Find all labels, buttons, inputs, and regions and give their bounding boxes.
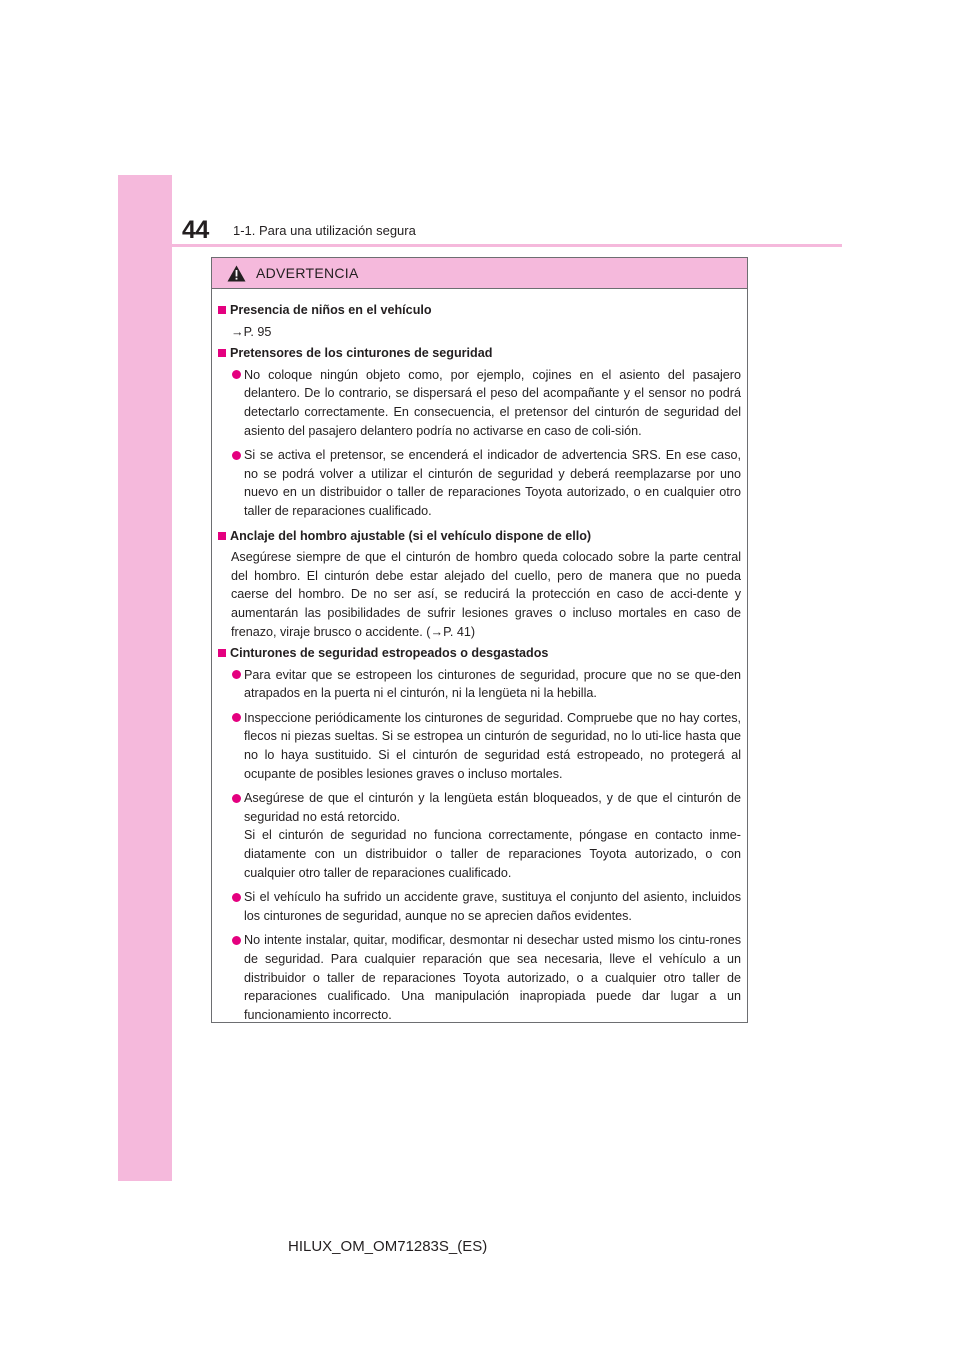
square-bullet-icon (218, 649, 226, 657)
list-item (218, 666, 741, 703)
side-tab-bar (118, 175, 172, 1181)
section-title: 1-1. Para una utilización segura (233, 223, 416, 238)
bullet-text: Para evitar que se estropeen los cinturones de seguridad, procure que no se que-den atrapados en la puerta ni el cinturón, ni la lengüeta ni la hebilla. (244, 667, 741, 701)
circle-bullet-icon (232, 451, 241, 460)
list-item (218, 446, 741, 520)
bullet-text: Asegúrese de que el cinturón y la lengüeta están bloqueados, y de que el cinturón de seguridad no está retorcido. (244, 791, 741, 824)
circle-bullet-icon (232, 893, 241, 902)
heading-text: Pretensores de los cinturones de seguridad (230, 346, 493, 361)
circle-bullet-icon (232, 370, 241, 379)
warning-header (212, 258, 747, 289)
section-heading (218, 527, 741, 546)
section-heading (218, 644, 741, 663)
square-bullet-icon (218, 532, 226, 540)
page-reference: →P. 95 (231, 324, 272, 339)
bullet-text: Si el vehículo ha sufrido un accidente grave, sustituya el conjunto del asiento, incluidos los cinturones de seguridad, aunque no se aprecien daños evidentes. (244, 890, 741, 923)
bullet-text: No coloque ningún objeto como, por ejemplo, cojines en el asiento del pasajero delantero. De lo contrario, se dispersará el peso del acompañante y el sensor no podrá detectarlo correctamente. En consecuencia, el pretensor del cinturón de seguridad del asiento del pasajero delantero podría no activarse en caso de coli-sión. (244, 367, 741, 438)
document-code: HILUX_OM_OM71283S_(ES) (288, 1238, 488, 1255)
square-bullet-icon (218, 306, 226, 314)
circle-bullet-icon (232, 794, 241, 803)
list-item (218, 789, 741, 882)
warning-title: ADVERTENCIA (256, 265, 359, 281)
heading-text: Presencia de niños en el vehículo (230, 303, 432, 317)
warning-body (212, 289, 747, 1024)
list-item (218, 366, 741, 440)
bullet-text: Inspeccione periódicamente los cinturones de seguridad. Compruebe que no hay cortes, flecos ni piezas sueltas. Si se estropea un cinturón de seguridad, no lo uti-lice hasta que no lo haya sustituido. Si el cinturón de seguridad está estropeado, no protegerá al ocupante de posibles lesiones graves o incluso mortales. (244, 710, 741, 781)
heading-text: Anclaje del hombro ajustable (si el vehículo dispone de ello) (230, 528, 592, 543)
circle-bullet-icon (232, 713, 241, 722)
header-divider (172, 244, 842, 247)
paragraph: Asegúrese siempre de que el cinturón de hombro queda colocado sobre la parte central del hombro. El cinturón debe estar alejado del cuello, pero de manera que no pueda caerse del hombro. De no ser así, se reducirá la protección en caso de acci-dente y aumentarán las posibilidades de sufrir lesiones graves o incluso mortales en caso de frenazo, viraje brusco o accidente. (→P. 41) (231, 550, 741, 639)
square-bullet-icon (218, 349, 226, 357)
heading-text: Cinturones de seguridad estropeados o desgastados (230, 646, 549, 661)
warning-box (211, 257, 748, 1023)
bullet-text: No intente instalar, quitar, modificar, desmontar ni desechar usted mismo los cintu-rones de seguridad. Para cualquier reparación que sea necesaria, lleve el vehículo a un distribuidor o taller de reparaciones Toyota autorizado, o a cualquier otro taller de reparaciones cualificado. Una manipulación inapropiada puede dar lugar a un funcionamiento incorrecto. (244, 933, 741, 1022)
warning-triangle-icon (227, 265, 246, 282)
circle-bullet-icon (232, 670, 241, 679)
section-heading (218, 344, 741, 363)
page-number: 44 (182, 216, 209, 244)
circle-bullet-icon (232, 936, 241, 945)
section-heading (218, 301, 741, 320)
list-item (218, 709, 741, 783)
bullet-text: Si el cinturón de seguridad no funciona correctamente, póngase en contacto inme-diatamente con un distribuidor o taller de reparaciones Toyota autorizado, o con cualquier otro taller de reparaciones cualificado. (244, 828, 741, 880)
bullet-text: Si se activa el pretensor, se encenderá el indicador de advertencia SRS. En ese caso, no se podrá volver a utilizar el cinturón de seguridad y deberá reemplazarse por uno nuevo en un distribuidor o taller de reparaciones Toyota autorizado, o en cualquier otro taller de reparaciones cualificado. (244, 448, 741, 518)
list-item (218, 888, 741, 925)
list-item (218, 931, 741, 1024)
